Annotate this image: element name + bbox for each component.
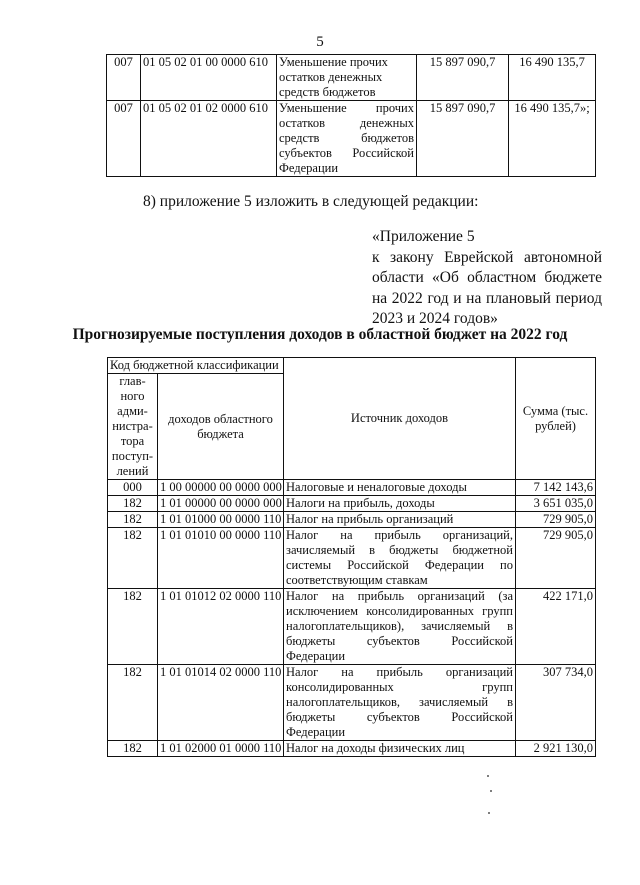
admin-code-cell: 182 (108, 512, 158, 528)
source-cell: Налог на прибыль организаций (284, 512, 516, 528)
page-title: Прогнозируемые поступления доходов в областной бюджет на 2022 год (72, 326, 568, 343)
admin-code-cell: 000 (108, 480, 158, 496)
sum-cell: 2 921 130,0 (516, 741, 596, 757)
admin-code-cell: 182 (108, 496, 158, 512)
table-header-row (108, 358, 596, 374)
table-row (108, 665, 596, 741)
table-row (108, 741, 596, 757)
table-row (108, 496, 596, 512)
sources-continuation-table (106, 54, 596, 177)
appendix-title: «Приложение 5 (372, 228, 475, 245)
amount-cell: 15 897 090,7 (417, 101, 509, 177)
budget-code-cell: 1 01 01000 00 0000 110 (158, 512, 284, 528)
source-cell: Налог на доходы физических лиц (284, 741, 516, 757)
table-row (108, 512, 596, 528)
source-cell: Налог на прибыль организаций (за исключением консолидированных групп налогоплательщиков), зачисляемый в бюджеты субъектов Российской Федерации (284, 589, 516, 665)
source-cell: Налоговые и неналоговые доходы (284, 480, 516, 496)
sum-cell: 729 905,0 (516, 528, 596, 589)
amount-cell: 15 897 090,7 (417, 55, 509, 101)
budget-code-cell: 1 01 01012 02 0000 110 (158, 589, 284, 665)
budget-code-cell: 1 01 01010 00 0000 110 (158, 528, 284, 589)
income-code-header: доходов областного бюджета (158, 374, 284, 480)
sum-cell: 3 651 035,0 (516, 496, 596, 512)
admin-code-cell: 182 (108, 741, 158, 757)
budget-code-cell: 01 05 02 01 02 0000 610 (141, 101, 277, 177)
admin-code-cell: 182 (108, 665, 158, 741)
budget-class-header: Код бюджетной классификации (108, 358, 284, 374)
source-cell: Налоги на прибыль, доходы (284, 496, 516, 512)
budget-code-cell: 01 05 02 01 00 0000 610 (141, 55, 277, 101)
amount-cell: 16 490 135,7 (509, 55, 596, 101)
source-cell: Налог на прибыль организаций, зачисляемый в бюджеты бюджетной системы Российской Федерации по соответствующим ставкам (284, 528, 516, 589)
appendix-reference: к закону Еврейской автономной области «Об областном бюджете на 2022 год и на плановый период 2023 и 2024 годов» (372, 248, 602, 327)
budget-code-cell: 1 00 00000 00 0000 000 (158, 480, 284, 496)
sum-cell: 307 734,0 (516, 665, 596, 741)
name-cell: Уменьшение прочих остатков денежных средств бюджетов субъектов Российской Федерации (277, 101, 417, 177)
sum-header: Сумма (тыс. рублей) (516, 358, 596, 480)
table-row (107, 55, 596, 101)
scan-speck (487, 775, 489, 777)
admin-code-cell: 007 (107, 55, 141, 101)
table-row (108, 528, 596, 589)
table-row (108, 480, 596, 496)
budget-code-cell: 1 01 01014 02 0000 110 (158, 665, 284, 741)
table-row (107, 101, 596, 177)
name-cell: Уменьшение прочих остатков денежных средств бюджетов (277, 55, 417, 101)
sum-cell: 422 171,0 (516, 589, 596, 665)
admin-code-cell: 007 (107, 101, 141, 177)
appendix-header (372, 227, 602, 330)
admin-code-cell: 182 (108, 528, 158, 589)
source-header: Источник доходов (284, 358, 516, 480)
sum-cell: 729 905,0 (516, 512, 596, 528)
sum-cell: 7 142 143,6 (516, 480, 596, 496)
admin-code-cell: 182 (108, 589, 158, 665)
page-number: 5 (316, 34, 324, 50)
admin-header: глав-ного адми-нистра-тора поступ-лений (108, 374, 158, 480)
source-cell: Налог на прибыль организаций консолидированных групп налогоплательщиков, зачисляемый в бюджеты субъектов Российской Федерации (284, 665, 516, 741)
table-row (108, 589, 596, 665)
amendment-instruction: 8) приложение 5 изложить в следующей редакции: (143, 193, 479, 210)
budget-code-cell: 1 01 00000 00 0000 000 (158, 496, 284, 512)
income-forecast-table (107, 357, 596, 757)
budget-code-cell: 1 01 02000 01 0000 110 (158, 741, 284, 757)
scan-speck (488, 812, 490, 814)
amount-cell: 16 490 135,7»; (509, 101, 596, 177)
scan-speck (490, 790, 492, 792)
